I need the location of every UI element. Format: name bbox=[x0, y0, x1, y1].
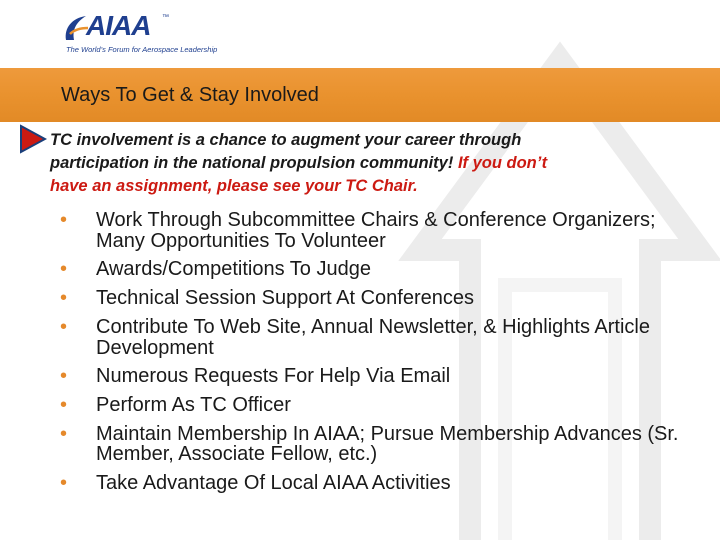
play-arrow-icon bbox=[19, 124, 47, 154]
bullet-item: • Contribute To Web Site, Annual Newsletter, & Highlights Article Development bbox=[60, 317, 690, 358]
bullet-item: • Awards/Competitions To Judge bbox=[60, 259, 690, 280]
bullet-item: • Work Through Subcommittee Chairs & Conference Organizers; Many Opportunities To Volunteer bbox=[60, 210, 690, 251]
bullet-item: • Perform As TC Officer bbox=[60, 395, 690, 416]
bullet-item: • Take Advantage Of Local AIAA Activities bbox=[60, 473, 690, 494]
bullet-list bbox=[60, 210, 690, 502]
bullet-item: • Technical Session Support At Conferences bbox=[60, 288, 690, 309]
bullet-item: • Numerous Requests For Help Via Email bbox=[60, 366, 690, 387]
logo-tagline: The World’s Forum for Aerospace Leadership bbox=[66, 45, 218, 54]
intro-emphasis-2: have an assignment, please see your TC Chair. bbox=[50, 177, 418, 195]
aiaa-logo bbox=[62, 10, 218, 58]
logo-trademark: ™ bbox=[162, 14, 169, 21]
intro-line-1: TC involvement is a chance to augment your career through bbox=[50, 131, 522, 149]
intro-emphasis-1: If you don’t bbox=[457, 154, 548, 172]
intro-line-2: participation in the national propulsion community! bbox=[50, 154, 458, 172]
slide-title: Ways To Get & Stay Involved bbox=[61, 84, 319, 106]
bullet-item: • Maintain Membership In AIAA; Pursue Membership Advances (Sr. Member, Associate Fellow, etc.) bbox=[60, 424, 690, 465]
intro-paragraph bbox=[50, 129, 690, 198]
logo-wordmark: AIAA bbox=[86, 10, 151, 41]
